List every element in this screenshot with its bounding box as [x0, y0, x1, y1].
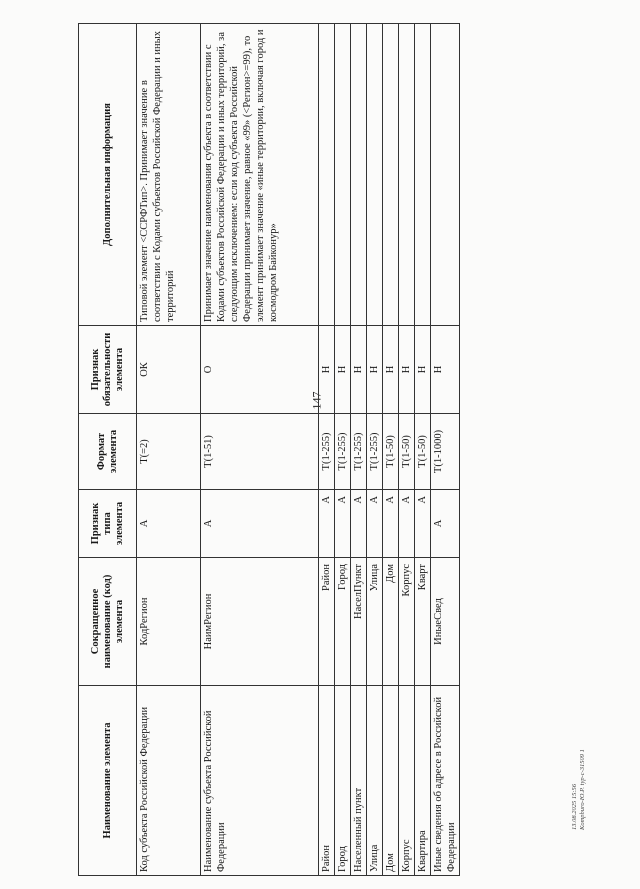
- cell-info: [351, 24, 367, 326]
- cell-format: T(1-50): [383, 414, 399, 490]
- cell-type: А: [351, 490, 367, 558]
- cell-code: Город: [335, 558, 351, 686]
- cell-code: Улица: [367, 558, 383, 686]
- header-short-name: Сокращенное наименование (код) элемента: [79, 558, 137, 686]
- cell-type: А: [415, 490, 431, 558]
- cell-code: Корпус: [399, 558, 415, 686]
- page-number: 147: [309, 391, 324, 410]
- cell-name: Город: [335, 686, 351, 876]
- cell-type: А: [399, 490, 415, 558]
- cell-name: Иные сведения об адресе в Российской Федерации: [431, 686, 460, 876]
- table-header-row: [79, 24, 137, 876]
- cell-format: T(=2): [137, 414, 201, 490]
- cell-type: А: [319, 490, 335, 558]
- table-row: [319, 24, 335, 876]
- table-row: [383, 24, 399, 876]
- header-required: Признак обязательности элемента: [79, 326, 137, 414]
- cell-required: Н: [415, 326, 431, 414]
- cell-format: T(1-51): [201, 414, 319, 490]
- cell-name: Дом: [383, 686, 399, 876]
- cell-info: [383, 24, 399, 326]
- cell-info: Типовой элемент <ССРФТип>. Принимает значение в соответствии с Кодами субъектов Российской Федерации и иных территорий: [137, 24, 201, 326]
- cell-code: НаселПункт: [351, 558, 367, 686]
- cell-type: А: [383, 490, 399, 558]
- cell-format: T(1-50): [415, 414, 431, 490]
- cell-required: Н: [383, 326, 399, 414]
- cell-format: T(1-255): [367, 414, 383, 490]
- cell-name: Улица: [367, 686, 383, 876]
- cell-info: Принимает значение наименования субъекта в соответствии с Кодами субъектов Российской Федерации и иных территорий, за следующим исключением: если код субъекта Российской Федерации принимает значение, равное «99» (<Регион>=99), то элемент принимает значение «иные территории, включая город и космодром Байконур»: [201, 24, 319, 326]
- cell-info: [415, 24, 431, 326]
- table-row: [137, 24, 201, 876]
- cell-type: А: [431, 490, 460, 558]
- cell-name: Наименование субъекта Российской Федерации: [201, 686, 319, 876]
- cell-required: Н: [319, 326, 335, 414]
- cell-name: Район: [319, 686, 335, 876]
- cell-format: T(1-50): [399, 414, 415, 490]
- cell-format: T(1-255): [335, 414, 351, 490]
- table-row: [431, 24, 460, 876]
- cell-format: T(1-255): [319, 414, 335, 490]
- cell-type: А: [367, 490, 383, 558]
- cell-required: Н: [351, 326, 367, 414]
- cell-required: Н: [399, 326, 415, 414]
- cell-name: Корпус: [399, 686, 415, 876]
- header-element-name: Наименование элемента: [79, 686, 137, 876]
- table-row: [335, 24, 351, 876]
- table-row: [415, 24, 431, 876]
- cell-code: Кварт: [415, 558, 431, 686]
- cell-type: А: [335, 490, 351, 558]
- cell-code: КодРегион: [137, 558, 201, 686]
- table-row: [201, 24, 319, 876]
- cell-code: ИныеСвед: [431, 558, 460, 686]
- cell-required: ОК: [137, 326, 201, 414]
- cell-name: Код субъекта Российской Федерации: [137, 686, 201, 876]
- cell-info: [319, 24, 335, 326]
- header-info: Дополнительная информация: [79, 24, 137, 326]
- footer-author: Kompburo-Ю.Р. typ-c-31509 1: [579, 749, 586, 830]
- cell-code: НаимРегион: [201, 558, 319, 686]
- cell-info: [335, 24, 351, 326]
- cell-type: А: [201, 490, 319, 558]
- cell-format: T(1-255): [351, 414, 367, 490]
- rotated-table-wrapper: [78, 24, 457, 876]
- cell-type: А: [137, 490, 201, 558]
- elements-table: [78, 23, 460, 876]
- cell-info: [367, 24, 383, 326]
- cell-info: [399, 24, 415, 326]
- cell-required: Н: [367, 326, 383, 414]
- header-format: Формат элемента: [79, 414, 137, 490]
- cell-info: [431, 24, 460, 326]
- cell-code: Район: [319, 558, 335, 686]
- print-footer: [571, 749, 587, 830]
- cell-required: О: [201, 326, 319, 414]
- footer-timestamp: 13.08.2025 15:56: [571, 783, 578, 830]
- table-row: [399, 24, 415, 876]
- cell-code: Дом: [383, 558, 399, 686]
- cell-name: Населенный пункт: [351, 686, 367, 876]
- cell-required: Н: [335, 326, 351, 414]
- cell-name: Квартира: [415, 686, 431, 876]
- table-row: [351, 24, 367, 876]
- cell-format: T(1-1000): [431, 414, 460, 490]
- cell-required: Н: [431, 326, 460, 414]
- table-row: [367, 24, 383, 876]
- header-type: Признак типа элемента: [79, 490, 137, 558]
